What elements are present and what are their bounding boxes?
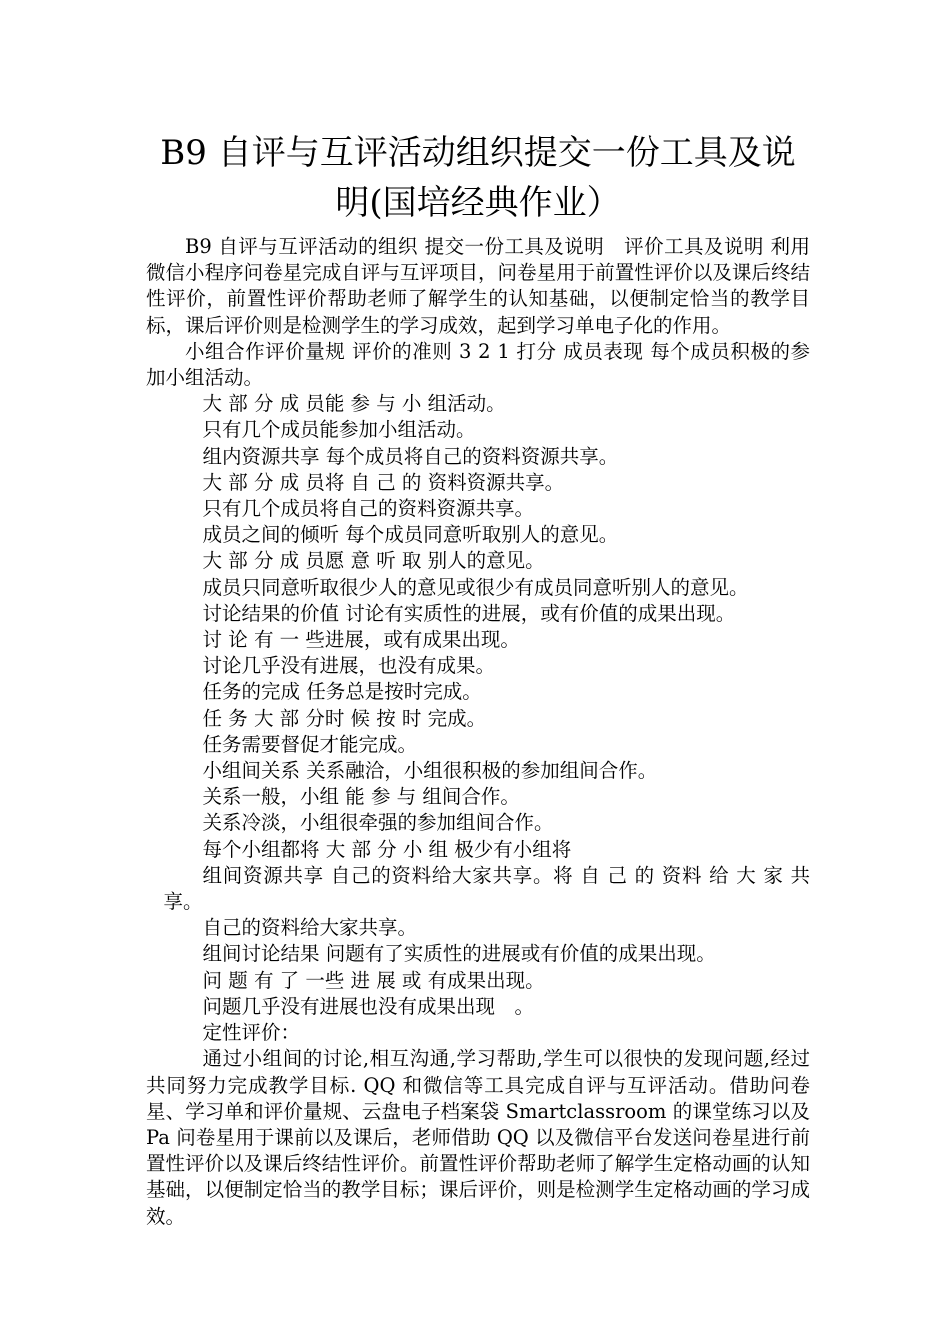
rubric-line: 大 部 分 成 员将 自 己 的 资料资源共享。 xyxy=(202,470,565,494)
rubric-line: 大 部 分 成 员能 参 与 小 组活动。 xyxy=(202,392,506,416)
document-body xyxy=(146,234,810,1230)
rubric-line: 小组间关系 关系融洽，小组很积极的参加组间合作。 xyxy=(202,759,658,783)
rubric-line: 问 题 有 了 一些 进 展 或 有成果出现。 xyxy=(202,968,545,992)
rubric-line: 组内资源共享 每个成员将自己的资料资源共享。 xyxy=(202,444,619,468)
rubric-line: 成员只同意听取很少人的意见或很少有成员同意听别人的意见。 xyxy=(202,575,749,599)
rubric-line: 讨 论 有 一 些进展，或有成果出现。 xyxy=(202,628,520,652)
rubric-line: 讨论结果的价值 讨论有实质性的进展，或有价值的成果出现。 xyxy=(202,601,736,625)
rubric-line: 只有几个成员将自己的资料资源共享。 xyxy=(202,497,535,521)
title-line-1: B9 自评与互评活动组织提交一份工具及说 xyxy=(160,133,796,173)
qualitative-heading: 定性评价： xyxy=(202,1021,301,1045)
rubric-line: 问题几乎没有进展也没有成果出现 。 xyxy=(202,994,535,1018)
rubric-line: 只有几个成员能参加小组活动。 xyxy=(202,418,476,442)
rubric-line: 每个小组都将 大 部 分 小 组 极少有小组将 xyxy=(202,837,572,861)
document-page xyxy=(146,128,810,1230)
rubric-line: 讨论几乎没有进展，也没有成果。 xyxy=(202,654,496,678)
title-line-2: 明(国培经典作业） xyxy=(335,183,621,223)
rubric-line: 任 务 大 部 分时 候 按 时 完成。 xyxy=(202,706,487,730)
rubric-line: 成员之间的倾听 每个成员同意听取别人的意见。 xyxy=(202,523,619,547)
rubric-line: 组间讨论结果 问题有了实质性的进展或有价值的成果出现。 xyxy=(202,942,716,966)
rubric-line: 自己的资料给大家共享。 xyxy=(202,916,418,940)
intro-paragraph: B9 自评与互评活动的组织 提交一份工具及说明 评价工具及说明 利用微信小程序问卷星完成自评与互评项目，问卷星用于前置性评价以及课后终结性评价，前置性评价帮助老师了解学生的认知基础，以便制定恰当的教学目标，课后评价则是检测学生的学习成效，起到学习单电子化的作用。 xyxy=(146,235,810,337)
rubric-line: 关系一般，小组 能 参 与 组间合作。 xyxy=(202,785,520,809)
qualitative-paragraph: 通过小组间的讨论,相互沟通,学习帮助,学生可以很快的发现问题,经过共同努力完成教学目标. QQ 和微信等工具完成自评与互评活动。借助问卷星、学习单和评价量规、云盘电子档案袋 Smartclassroom 的课堂练习以及 Pa 问卷星用于课前以及课后，老师借助 QQ 以及微信平台发送问卷星进行前置性评价以及课后终结性评价。前置性评价帮助老师了解学生定格动画的认知基础，以便制定恰当的教学目标；课后评价，则是检测学生定格动画的学习成效。 xyxy=(146,1047,810,1228)
rubric-line: 任务需要督促才能完成。 xyxy=(202,732,418,756)
rubric-line: 任务的完成 任务总是按时完成。 xyxy=(202,680,482,704)
resource-share-paragraph: 组间资源共享 自己的资料给大家共享。将 自 己 的 资料 给 大 家 共享。 xyxy=(163,863,810,914)
rubric-line: 大 部 分 成 员愿 意 听 取 别人的意见。 xyxy=(202,549,545,573)
rubric-line: 关系冷淡，小组很牵强的参加组间合作。 xyxy=(202,811,554,835)
document-title xyxy=(146,128,810,228)
rubric-intro-paragraph: 小组合作评价量规 评价的准则 3 2 1 打分 成员表现 每个成员积极的参加小组活动。 xyxy=(146,339,810,390)
